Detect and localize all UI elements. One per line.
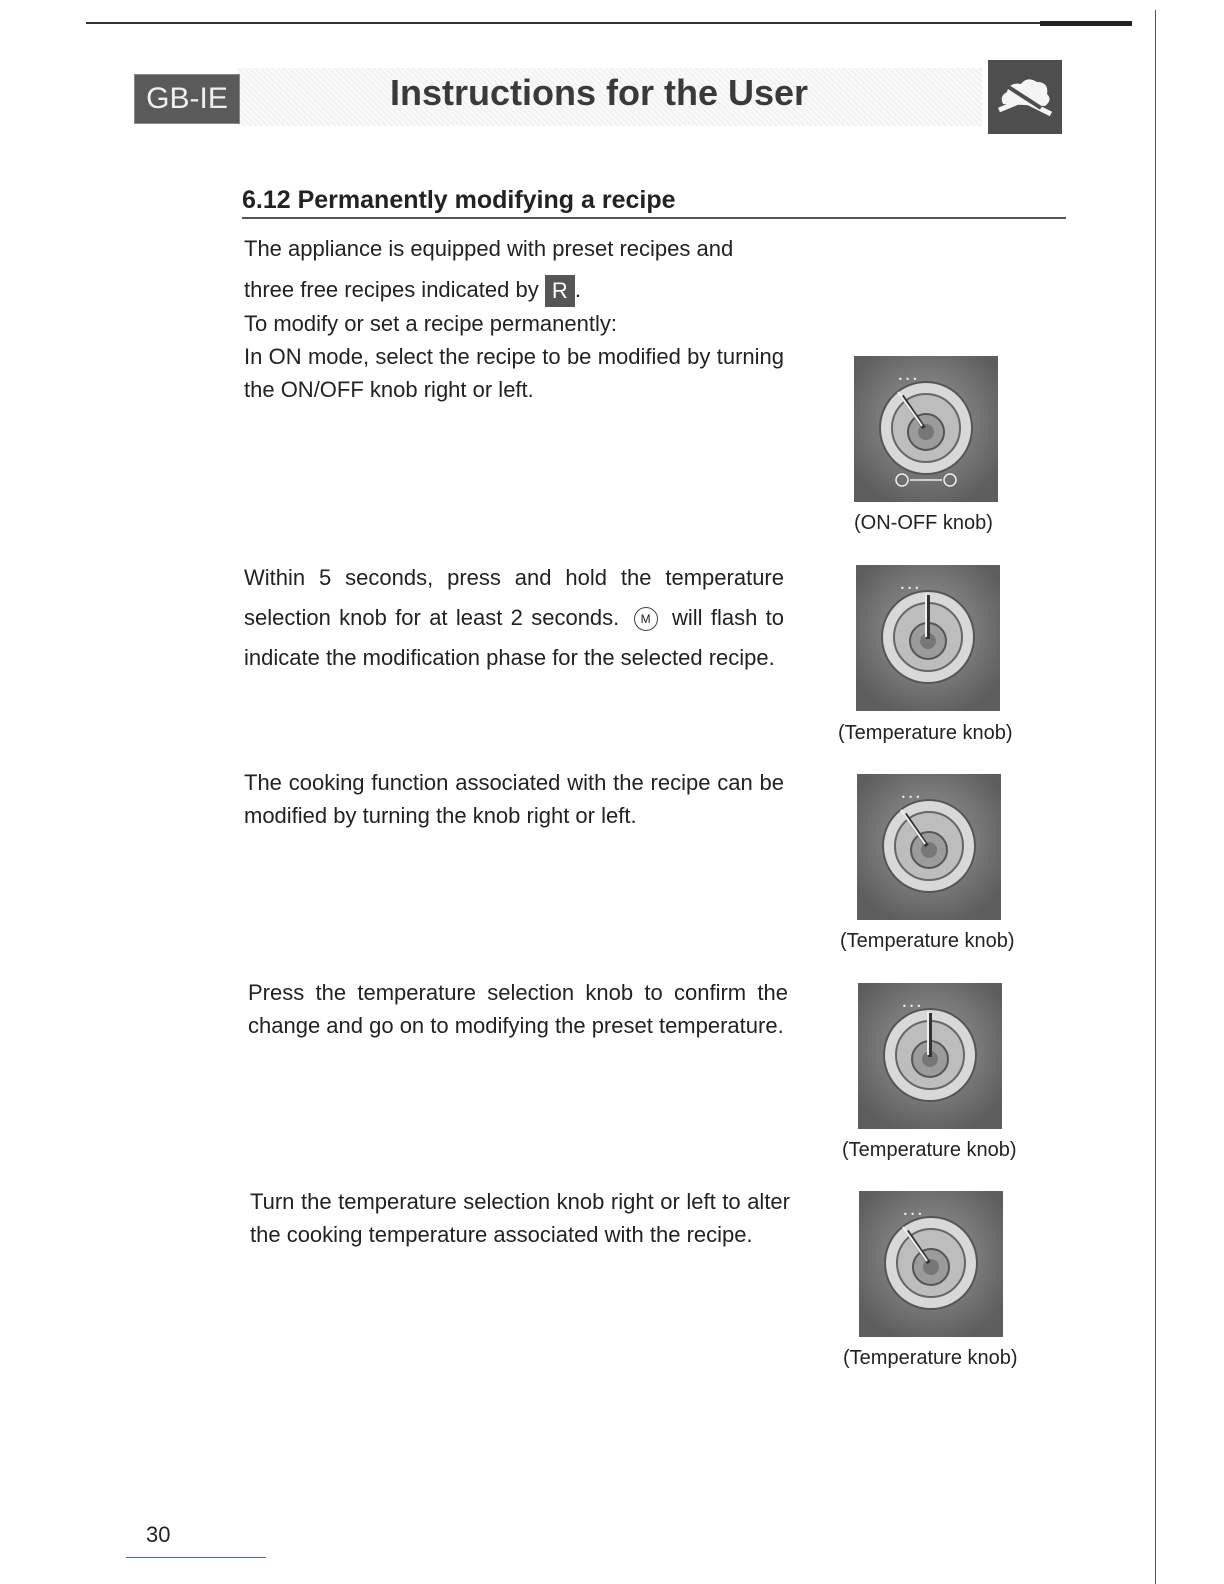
knob-icon bbox=[854, 356, 998, 502]
header-title: Instructions for the User bbox=[390, 72, 809, 113]
intro-line-2-end: . bbox=[574, 277, 581, 302]
knob-image-2 bbox=[856, 565, 1000, 711]
intro-line-2-text: three free recipes indicated by bbox=[244, 277, 539, 302]
page-number-rule bbox=[126, 1557, 266, 1558]
step-2-text-before: Within 5 seconds, press and hold the temperature selection knob for at least 2 seconds. bbox=[244, 565, 784, 630]
intro-line-3: To modify or set a recipe permanently: bbox=[244, 311, 617, 337]
step-3-paragraph: The cooking function associated with the recipe can be modified by turning the knob right or left. bbox=[244, 770, 784, 828]
knob-caption-4: (Temperature knob) bbox=[842, 1139, 1017, 1161]
svg-text:• • •: • • • bbox=[898, 375, 918, 384]
step-4-paragraph: Press the temperature selection knob to confirm the change and go on to modifying the preset temperature. bbox=[248, 980, 788, 1038]
intro-paragraph bbox=[244, 232, 784, 406]
page-header bbox=[134, 60, 1062, 134]
intro-line-2 bbox=[244, 273, 784, 307]
free-recipe-r-symbol: R bbox=[545, 275, 575, 307]
knob-icon bbox=[859, 1191, 1003, 1337]
top-rule-accent bbox=[1040, 21, 1132, 26]
section-title: 6.12 Permanently modifying a recipe bbox=[242, 186, 676, 214]
knob-image-1 bbox=[854, 356, 998, 502]
modification-m-symbol: M bbox=[634, 607, 658, 631]
section-underline bbox=[242, 217, 1066, 219]
svg-text:• • •: • • • bbox=[902, 1002, 922, 1011]
knob-caption-3: (Temperature knob) bbox=[840, 930, 1015, 952]
knob-caption-2: (Temperature knob) bbox=[838, 722, 1013, 744]
right-margin-rule bbox=[1155, 10, 1156, 1584]
knob-icon bbox=[858, 983, 1002, 1129]
step-2-text-after: will flash to indicate the modification phase for the selected recipe. bbox=[244, 605, 784, 670]
top-rule bbox=[86, 22, 1132, 24]
cloud-oven-icon bbox=[988, 60, 1062, 134]
knob-image-4 bbox=[858, 983, 1002, 1129]
knob-image-5 bbox=[859, 1191, 1003, 1337]
page-number: 30 bbox=[146, 1522, 171, 1547]
knob-image-3 bbox=[857, 774, 1001, 920]
language-badge: GB-IE bbox=[134, 74, 240, 124]
svg-text:• • •: • • • bbox=[900, 584, 920, 593]
knob-caption-5: (Temperature knob) bbox=[843, 1347, 1018, 1369]
intro-line-1: The appliance is equipped with preset recipes and bbox=[244, 236, 734, 261]
knob-icon bbox=[857, 774, 1001, 920]
knob-caption-1: (ON-OFF knob) bbox=[854, 512, 993, 534]
intro-line-4: In ON mode, select the recipe to be modified by turning the ON/OFF knob right or left. bbox=[244, 344, 784, 403]
svg-text:• • •: • • • bbox=[901, 793, 921, 802]
knob-icon bbox=[856, 565, 1000, 711]
svg-text:• • •: • • • bbox=[903, 1210, 923, 1219]
step-5-paragraph: Turn the temperature selection knob right or left to alter the cooking temperature associated with the recipe. bbox=[250, 1189, 790, 1247]
step-2-paragraph bbox=[244, 558, 784, 678]
